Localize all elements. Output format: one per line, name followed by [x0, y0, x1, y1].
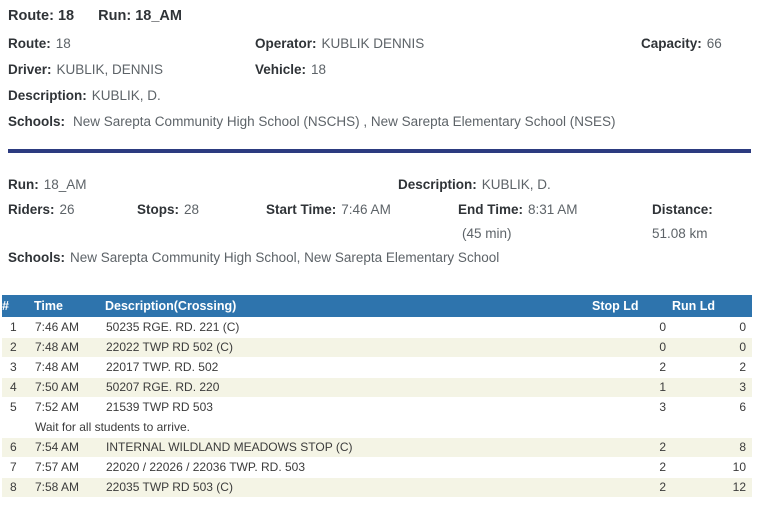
field-driver-value: KUBLIK, DENNIS: [56, 62, 164, 77]
cell-stop-ld: 2: [592, 457, 672, 477]
table-note-row: [2, 417, 752, 437]
section-divider: [8, 149, 751, 153]
table-row: [2, 317, 752, 337]
cell-time: 7:58 AM: [34, 477, 105, 497]
run-field-end-time: [458, 201, 578, 218]
field-description-label: Description:: [8, 88, 87, 103]
run-field-description: [398, 176, 551, 193]
field-vehicle-label: Vehicle:: [255, 62, 307, 77]
cell-num: 7: [2, 457, 34, 477]
cell-stop-ld: 2: [592, 477, 672, 497]
field-schools: [8, 113, 615, 130]
run-schools-label: Schools:: [8, 250, 66, 265]
cell-run-ld: 2: [672, 357, 752, 377]
run-field-distance: [652, 201, 718, 218]
field-description-value: KUBLIK, D.: [91, 88, 161, 103]
col-header-num: #: [2, 295, 34, 317]
cell-run-ld: 12: [672, 477, 752, 497]
field-capacity: [641, 35, 722, 52]
cell-num: 3: [2, 357, 34, 377]
stops-table-header: [2, 295, 752, 317]
run-description-label: Description:: [398, 177, 477, 192]
cell-run-ld: 3: [672, 377, 752, 397]
end-time-duration: (45 min): [462, 226, 512, 241]
col-header-description: Description(Crossing): [105, 295, 592, 317]
riders-value: 26: [59, 202, 75, 217]
cell-description: 22020 / 22026 / 22036 TWP. RD. 503: [105, 457, 592, 477]
run-value: 18_AM: [43, 177, 87, 192]
distance-value: 51.08 km: [652, 226, 708, 241]
run-field-start-time: [266, 201, 391, 218]
run-field-stops: [137, 201, 199, 218]
stops-label: Stops:: [137, 202, 179, 217]
cell-description: 21539 TWP RD 503: [105, 397, 592, 417]
table-row: [2, 437, 752, 457]
field-vehicle-value: 18: [311, 62, 327, 77]
field-route-label: Route:: [8, 36, 51, 51]
cell-stop-ld: 2: [592, 357, 672, 377]
title-route-label: Route:: [8, 8, 54, 24]
field-schools-label: Schools:: [8, 114, 66, 129]
cell-stop-ld: 2: [592, 437, 672, 457]
cell-description: 22022 TWP RD 502 (C): [105, 337, 592, 357]
run-field-schools: [8, 249, 499, 266]
field-route-value: 18: [55, 36, 71, 51]
cell-num-empty: [2, 417, 34, 437]
cell-time: 7:52 AM: [34, 397, 105, 417]
cell-stop-ld: 3: [592, 397, 672, 417]
field-description: [8, 87, 161, 104]
stops-table: [2, 295, 752, 498]
cell-num: 1: [2, 317, 34, 337]
cell-time: 7:54 AM: [34, 437, 105, 457]
cell-num: 2: [2, 337, 34, 357]
field-operator-label: Operator:: [255, 36, 317, 51]
field-driver-label: Driver:: [8, 62, 52, 77]
table-row: [2, 337, 752, 357]
field-operator: [255, 35, 424, 52]
stops-value: 28: [184, 202, 200, 217]
cell-description: INTERNAL WILDLAND MEADOWS STOP (C): [105, 437, 592, 457]
cell-num: 5: [2, 397, 34, 417]
field-operator-value: KUBLIK DENNIS: [321, 36, 425, 51]
cell-run-ld: 0: [672, 337, 752, 357]
end-time-label: End Time:: [458, 202, 524, 217]
cell-run-ld: 10: [672, 457, 752, 477]
field-vehicle: [255, 61, 326, 78]
cell-run-ld: 0: [672, 317, 752, 337]
cell-stop-ld: 1: [592, 377, 672, 397]
run-description-value: KUBLIK, D.: [481, 177, 551, 192]
run-field-run: [8, 176, 87, 193]
table-row: [2, 457, 752, 477]
report-title: [8, 8, 182, 24]
cell-description: 22035 TWP RD 503 (C): [105, 477, 592, 497]
col-header-run-ld: Run Ld: [672, 295, 752, 317]
col-header-time: Time: [34, 295, 105, 317]
run-field-riders: [8, 201, 75, 218]
cell-num: 8: [2, 477, 34, 497]
field-schools-value: New Sarepta Community High School (NSCHS) , New Sarepta Elementary School (NSES): [73, 114, 616, 129]
cell-time: 7:48 AM: [34, 337, 105, 357]
title-route-value: 18: [57, 8, 75, 24]
field-driver: [8, 61, 163, 78]
cell-description: 22017 TWP. RD. 502: [105, 357, 592, 377]
run-schools-value: New Sarepta Community High School, New Sarepta Elementary School: [70, 250, 500, 265]
cell-description: 50235 RGE. RD. 221 (C): [105, 317, 592, 337]
distance-label: Distance:: [652, 202, 713, 217]
cell-num: 4: [2, 377, 34, 397]
cell-run-ld: 6: [672, 397, 752, 417]
cell-time: 7:46 AM: [34, 317, 105, 337]
cell-time: 7:50 AM: [34, 377, 105, 397]
table-row: [2, 397, 752, 417]
riders-label: Riders:: [8, 202, 55, 217]
field-capacity-value: 66: [706, 36, 722, 51]
cell-run-ld: 8: [672, 437, 752, 457]
start-time-value: 7:46 AM: [341, 202, 391, 217]
title-run-value: 18_AM: [135, 8, 182, 24]
table-row: [2, 477, 752, 497]
title-run-label: Run:: [98, 8, 132, 24]
col-header-stop-ld: Stop Ld: [592, 295, 672, 317]
field-capacity-label: Capacity:: [641, 36, 702, 51]
cell-description: 50207 RGE. RD. 220: [105, 377, 592, 397]
cell-stop-ld: 0: [592, 337, 672, 357]
run-label: Run:: [8, 177, 39, 192]
cell-time: 7:48 AM: [34, 357, 105, 377]
field-route: [8, 35, 71, 52]
cell-stop-ld: 0: [592, 317, 672, 337]
end-time-value: 8:31 AM: [528, 202, 578, 217]
table-row: [2, 377, 752, 397]
note-cell: Wait for all students to arrive.: [34, 417, 752, 437]
cell-time: 7:57 AM: [34, 457, 105, 477]
cell-num: 6: [2, 437, 34, 457]
table-row: [2, 357, 752, 377]
start-time-label: Start Time:: [266, 202, 337, 217]
